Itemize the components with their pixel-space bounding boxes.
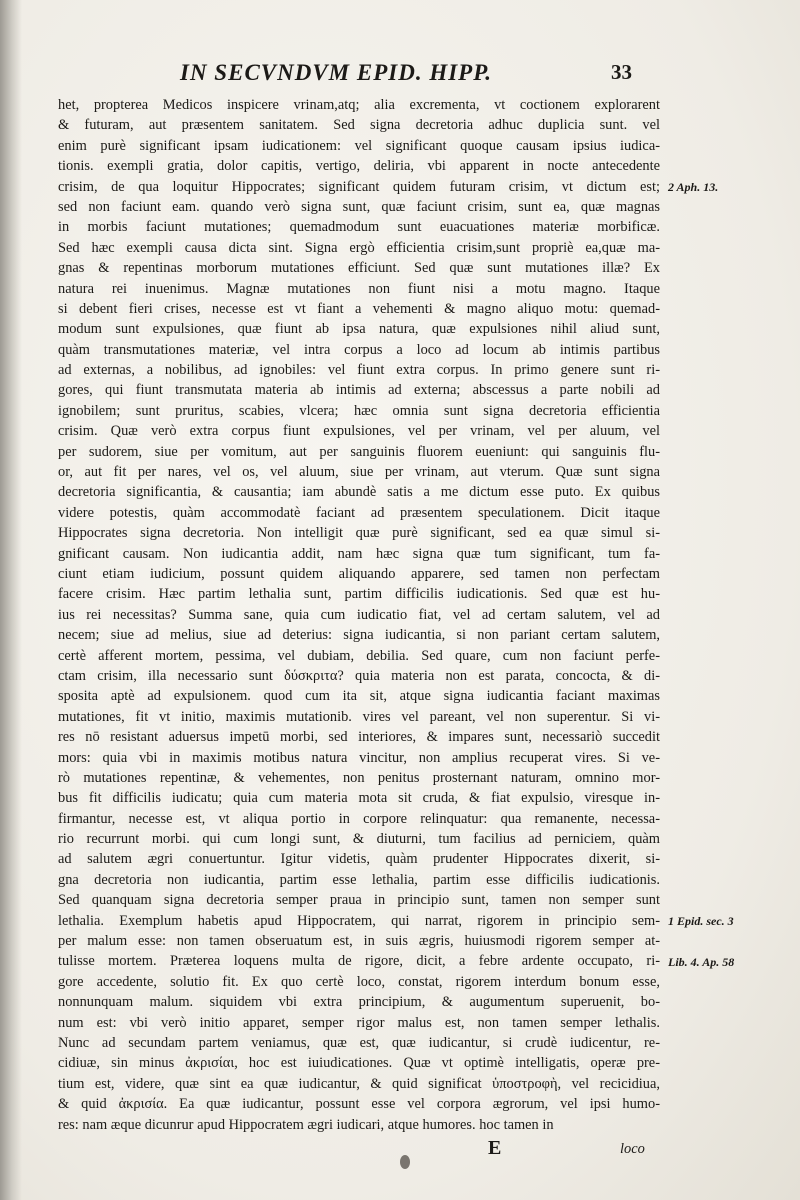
text-line: Nunc ad secundam partem veniamus, quæ est, quæ iudicantur, si crudè iudicentur, re- [58, 1034, 660, 1051]
text-line: mors: quia vbi in maximis motibus natura vincitur, non amplius recuperat vires. Si ve- [58, 749, 660, 766]
text-line: res: nam æque dicunrur apud Hippocratem ægri iudicari, atque humores. hoc tamen in [58, 1116, 554, 1133]
text-line: gnificant causam. Non iudicantia addit, nam hæc signa quæ tum significant, tum fa- [58, 545, 660, 562]
text-line: in morbis faciunt mutationes; quemadmodum sunt euacuationes materiæ morbificæ. [58, 219, 660, 236]
ink-blot [400, 1155, 410, 1169]
text-line: lethalia. Exemplum habetis apud Hippocratem, qui narrat, rigorem in principio sem- [58, 912, 660, 929]
text-line: mutationes, fit vt initio, maximis mutationib. vires vel pareant, vel non superentur. Si vi- [58, 708, 660, 725]
text-line: ctam crisim, illa necessario sunt δύσκριτα? quia materia non est parata, concocta, & di- [58, 667, 660, 684]
margin-note: Lib. 4. Ap. 58 [668, 954, 735, 969]
text-line: crisim, de qua loquitur Hippocrates; significant quidem futuram crisim, vt dictum est; [58, 178, 660, 195]
text-line: firmantur, necesse est, vt aliqua portio in corpore relinquatur: qua remanente, necessa- [58, 810, 660, 827]
text-line: ad salutem ægri conuertuntur. Igitur videtis, quàm prudenter Hippocrates dixerit, si- [58, 851, 660, 868]
page-number: 33 [611, 60, 632, 84]
text-line: facere crisim. Hæc partim lethalia sunt, partim difficilis iudicationis. Sed quæ est hu- [58, 586, 660, 603]
text-line: nonnunquam malum. siquidem vbi extra principium, & augumentum superuenit, bo- [58, 994, 660, 1011]
text-line: gnas & repentinas morborum mutationes efficiunt. Sed quæ sunt mutationes illæ? Ex [58, 260, 660, 277]
text-line: crisim. Quæ verò extra corpus fiunt expulsiones, vel per vrinam, vel per aluum, vel [58, 423, 660, 440]
text-line: quàm transmutationes materiæ, vel intra corpus a loco ad locum ab intimis partibus [58, 341, 660, 358]
text-line: & futuram, aut præsentem sanitatem. Sed signa decretoria adhuc duplicia sunt. vel [58, 117, 660, 134]
text-line: gores, qui fiunt transmutata materia ab intimis ad externa; abscessus a parte nobili ad [58, 382, 660, 399]
text-line: Sed quanquam signa decretoria semper praua in principio sunt, tamen non semper sunt [58, 892, 660, 909]
text-line: num est: vbi verò initio apparet, semper rigor malus est, non tamen semper lethalis. [58, 1014, 660, 1031]
text-line: sed non faciunt eam. quando verò signa sunt, quæ faciunt crisim, sunt ea, quæ magnas [58, 198, 660, 215]
catchword: loco [620, 1141, 645, 1157]
text-line: ius rei necessitas? Summa sane, quia cum iudicatio fiat, vel ad certam salutem, vel ad [58, 606, 660, 623]
text-line: or, aut fit per nares, vel os, vel aluum, siue per vrinam, aut vterum. Quæ sunt signa [58, 464, 660, 481]
text-line: modum sunt expulsiones, quæ fiunt ab ipsa natura, quæ expulsiones nihil aliud sunt, [58, 321, 660, 338]
page-gutter-shadow [0, 0, 22, 1200]
text-line: bus fit difficilis iudicatu; quia cum materia mota sit cruda, & fiat expulsio, viresque in- [58, 790, 660, 807]
text-line: per sudorem, siue per vomitum, aut per sanguinis fluorem eueniunt: qui sanguinis flu- [58, 443, 660, 460]
text-line: rio recurrunt morbi. qui cum longi sunt, & diuturni, tum facilius ad perniciem, quàm [58, 831, 660, 848]
text-line: Hippocrates signa decretoria. Non intelligit quæ purè significant, sed ea quæ simul si- [58, 525, 660, 542]
text-line: per malum esse: non tamen obseruatum est, in suis ægris, huiusmodi rigorem semper at- [58, 933, 660, 950]
text-line: videre potestis, quàm accommodatè faciant ad præsentem speculationem. Dicit itaque [58, 504, 660, 521]
text-line: natura rei inuenimus. Magnæ mutationes non fiunt nisi a motu magno. Itaque [58, 280, 660, 297]
text-line: ciunt etiam iudicium, possunt quidem aliquando apparere, sed tamen non perfectam [58, 565, 660, 582]
signature-mark: E [488, 1137, 502, 1159]
main-text-block [58, 95, 660, 1135]
text-line: het, propterea Medicos inspicere vrinam,atq; alia excrementa, vt coctionem explorarent [58, 97, 660, 113]
text-line: res nō resistant aduersus impetū morbi, sed interiores, & impares sunt, necessariò succedit [58, 729, 660, 746]
text-line: necem; siue ad melius, siue ad deterius: signa iudicantia, si non pariant certam salutem, [58, 627, 660, 644]
text-line: rò mutationes repentinæ, & vehementes, non penitus prosternant naturam, omnino mor- [58, 769, 660, 786]
page-header [150, 60, 630, 92]
text-line: ignobilem; sunt pruritus, scabies, vlcera; hæc omnia sunt signa decretoria efficientia [58, 402, 660, 419]
text-line: decretoria significantia, & causantia; iam abundè satis a me dictum esse puto. Ex quibus [58, 484, 660, 501]
text-line: certè afferent mortem, pessima, vel dubiam, debilia. Sed quare, cum non faciunt perfe- [58, 647, 660, 664]
text-line: tulisse mortem. Præterea loquens multa de rigore, dicit, a febre ardente occupato, ri- [58, 953, 660, 970]
text-line: Sed hæc exempli causa dicta sint. Signa ergò efficientia crisim,sunt propriè ea,quæ ma- [58, 239, 660, 256]
text-line: & quid ἀκρισία. Ea quæ iudicantur, possunt esse vel corpora ægrorum, vel ipsi humo- [58, 1096, 660, 1113]
text-line: gore accedente, solutio fit. Ex quo certè loco, constat, rigorem interdum bonum esse, [58, 973, 660, 990]
text-line: sposita aptè ad expulsionem. quod cum ita sit, atque signa iudicantia faciant maximas [58, 688, 660, 705]
text-line: ad externas, a nobilibus, ad ignobiles: vel fiunt extra corpus. In primo genere sunt ri- [58, 362, 660, 379]
text-line: tionis. exempli gratia, dolor capitis, vertigo, deliria, vbi apparent in nocte antecedente [58, 158, 660, 175]
running-title: IN SECVNDVM EPID. HIPP. [180, 60, 493, 85]
text-line: enim purè significant ipsam iudicationem: vel significant quoque causam ipsius iudica- [58, 137, 660, 154]
margin-note: 2 Aph. 13. [668, 179, 719, 194]
margin-note: 1 Epid. sec. 3 [668, 914, 734, 928]
text-line: tium est, videre, quæ sint ea quæ iudicantur, & quid significat ὑποστροφὴ, vel recicidiua, [58, 1075, 660, 1092]
text-line: cidiuæ, sin minus ἀκρισίαι, hoc est iuiudicationes. Quæ vt optimè intelligatis, operæ pre- [58, 1055, 660, 1072]
text-line: gna decretoria non iudicantia, partim esse lethalia, partim esse difficilis iudicationis. [58, 871, 660, 888]
text-line: si debent fieri crises, necesse est vt fiant a vehementi & magno aliquo motu: quemad- [58, 300, 660, 317]
